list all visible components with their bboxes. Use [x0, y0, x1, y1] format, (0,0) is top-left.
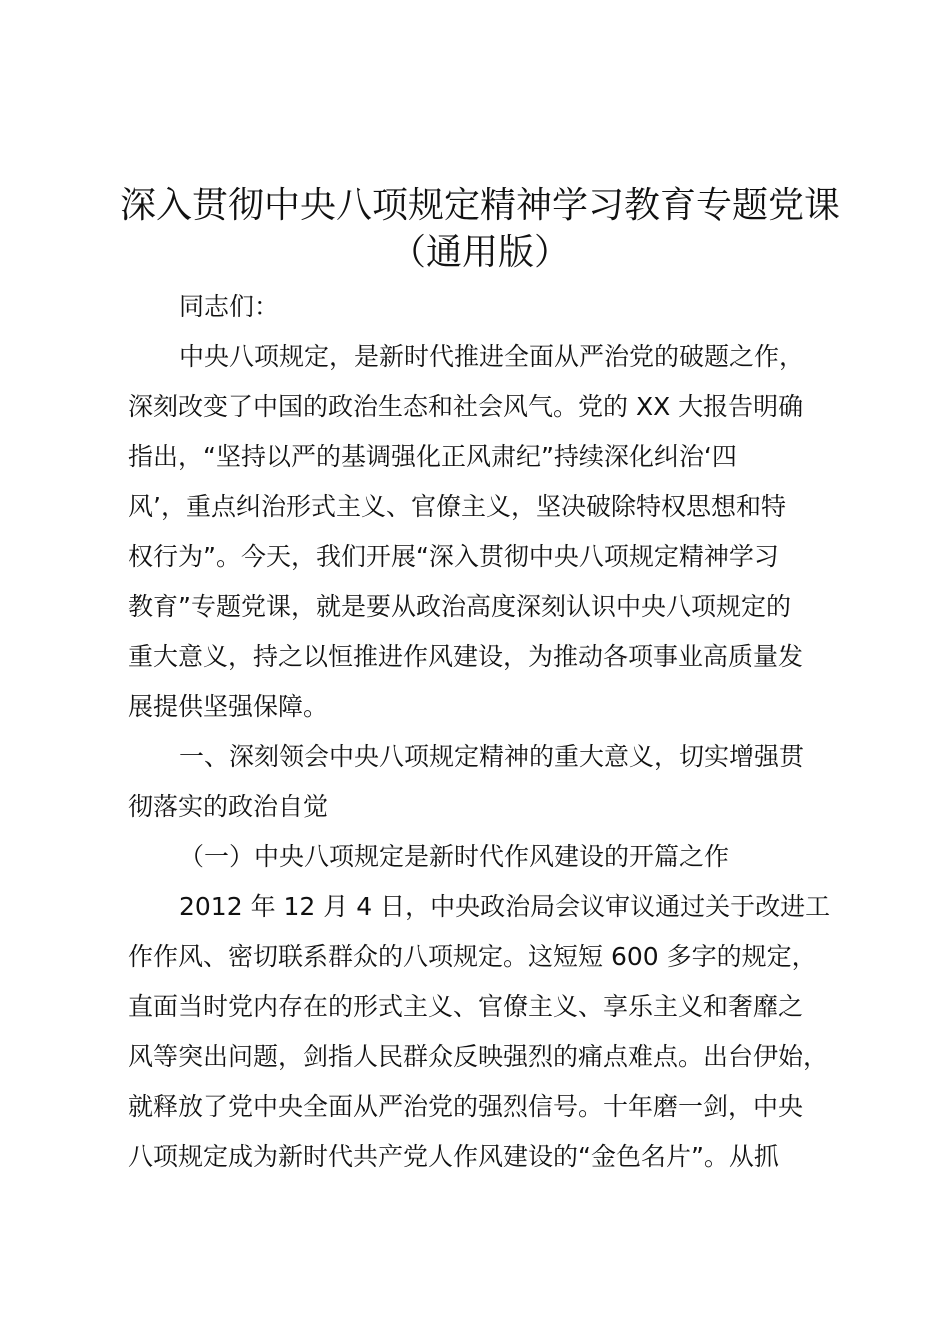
paragraph-line: 风等突出问题，剑指人民群众反映强烈的痛点难点。出台伊始，: [128, 1042, 829, 1071]
section-heading: 一、深刻领会中央八项规定精神的重大意义，切实增强贯: [179, 742, 805, 771]
paragraph-line: 风’，重点纠治形式主义、官僚主义，坚决破除特权思想和特: [128, 492, 786, 521]
document-body: [128, 282, 853, 1182]
paragraph-line: 中央八项规定，是新时代推进全面从严治党的破题之作，: [179, 342, 805, 371]
paragraph-line: 深刻改变了中国的政治生态和社会风气。党的 XX 大报告明确: [128, 392, 804, 421]
paragraph-line: 就释放了党中央全面从严治党的强烈信号。十年磨一剑，中央: [128, 1092, 804, 1121]
salutation: 同志们：: [179, 292, 280, 321]
paragraph-line: 2012 年 12 月 4 日，中央政治局会议审议通过关于改进工: [179, 892, 831, 921]
paragraph-line: 作作风、密切联系群众的八项规定。这短短 600 多字的规定，: [128, 942, 817, 971]
paragraph-line: 重大意义，持之以恒推进作风建设，为推动各项事业高质量发: [128, 642, 804, 671]
paragraph-line: 教育”专题党课，就是要从政治高度深刻认识中央八项规定的: [128, 592, 791, 621]
document-title: 深入贯彻中央八项规定精神学习教育专题党课: [119, 185, 840, 226]
paragraph-line: 八项规定成为新时代共产党人作风建设的“金色名片”。从抓: [128, 1142, 779, 1171]
document-subtitle: （通用版）: [389, 232, 570, 273]
section-heading: 彻落实的政治自觉: [128, 792, 329, 821]
subsection-heading: （一）中央八项规定是新时代作风建设的开篇之作: [179, 842, 730, 871]
paragraph-line: 权行为”。今天，我们开展“深入贯彻中央八项规定精神学习: [128, 542, 779, 571]
paragraph-line: 指出，“坚持以严的基调强化正风肃纪”持续深化纠治‘四: [128, 442, 737, 471]
paragraph-line: 展提供坚强保障。: [128, 692, 329, 721]
paragraph-line: 直面当时党内存在的形式主义、官僚主义、享乐主义和奢靡之: [128, 992, 804, 1021]
